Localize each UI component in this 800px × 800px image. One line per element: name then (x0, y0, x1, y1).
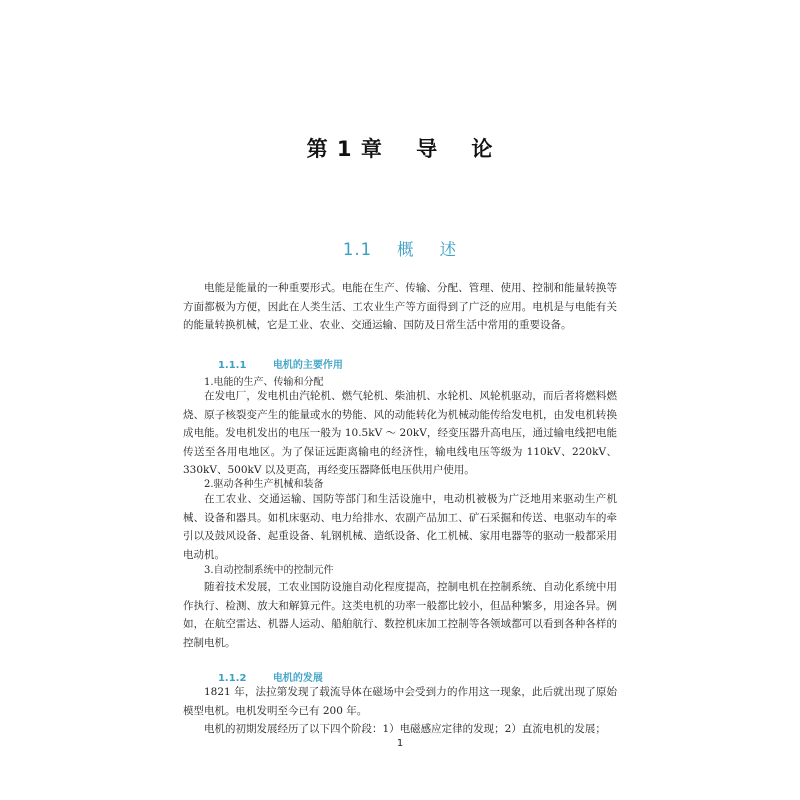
stages-paragraph: 电机的初期发展经历了以下四个阶段：1）电磁感应定律的发现；2）直流电机的发展； (204, 723, 606, 735)
subsection-title: 电机的主要作用 (272, 360, 343, 371)
subsection-title: 电机的发展 (272, 673, 323, 684)
item-paragraph-3: 随着技术发展，工农业国防设施自动化程度提高，控制电机在控制系统、自动化系统中用作执行、检测、放大和解算元件。这类电机的功率一般都比较小，但品种繁多，用途各异。例如，在航空雷达、机器人运动、船舶航行、数控机床加工控制等各领域都可以看到各种各样的控制电机。 (183, 581, 617, 649)
subsection-number: 1.1.1 (217, 360, 247, 371)
item-paragraph-1: 在发电厂，发电机由汽轮机、燃气轮机、柴油机、水轮机、风轮机驱动，而后者将燃料燃烧、原子核裂变产生的能量或水的势能、风的动能转化为机械动能传给发电机，由发电机转换成电能。发电机发出的电压一般为 10.5kV ～ 20kV，经变压器升高电压，通过输电线把电能传送至各用电地区。为了保证远距离输电的经济性，输电线电压等级为 110kV、220kV、330kV、500kV 以及更高，再经变压器降低电压供用户使用。 (183, 390, 617, 476)
subsection-number: 1.1.2 (217, 673, 247, 684)
item-heading-2: 2.驱动各种生产机械和装备 (204, 479, 324, 490)
intro-paragraph: 电能是能量的一种重要形式。电能在生产、传输、分配、管理、使用、控制和能量转换等方面都极为方便，因此在人类生活、工农业生产等方面得到了广泛的应用。电机是与电能有关的能量转换机械，它是工业、农业、交通运输、国防及日常生活中常用的重要设备。 (183, 282, 617, 331)
history-paragraph: 1821 年，法拉第发现了载流导体在磁场中会受到力的作用这一现象，此后就出现了原始模型电机。电机发明至今已有 200 年。 (183, 686, 617, 717)
item-heading-1: 1.电能的生产、传输和分配 (204, 377, 324, 388)
page-number: 1 (396, 738, 404, 749)
section-title: 1.1 概 述 (342, 240, 458, 259)
item-heading-3: 3.自动控制系统中的控制元件 (204, 565, 334, 576)
chapter-title: 第 1 章 导 论 (306, 137, 494, 161)
item-paragraph-2: 在工农业、交通运输、国防等部门和生活设施中，电动机被极为广泛地用来驱动生产机械、设备和器具。如机床驱动、电力给排水、农副产品加工、矿石采掘和传送、电驱动车的牵引以及鼓风设备、起重设备、轧钢机械、造纸设备、化工机械、家用电器等的驱动一般都采用电动机。 (183, 493, 617, 561)
